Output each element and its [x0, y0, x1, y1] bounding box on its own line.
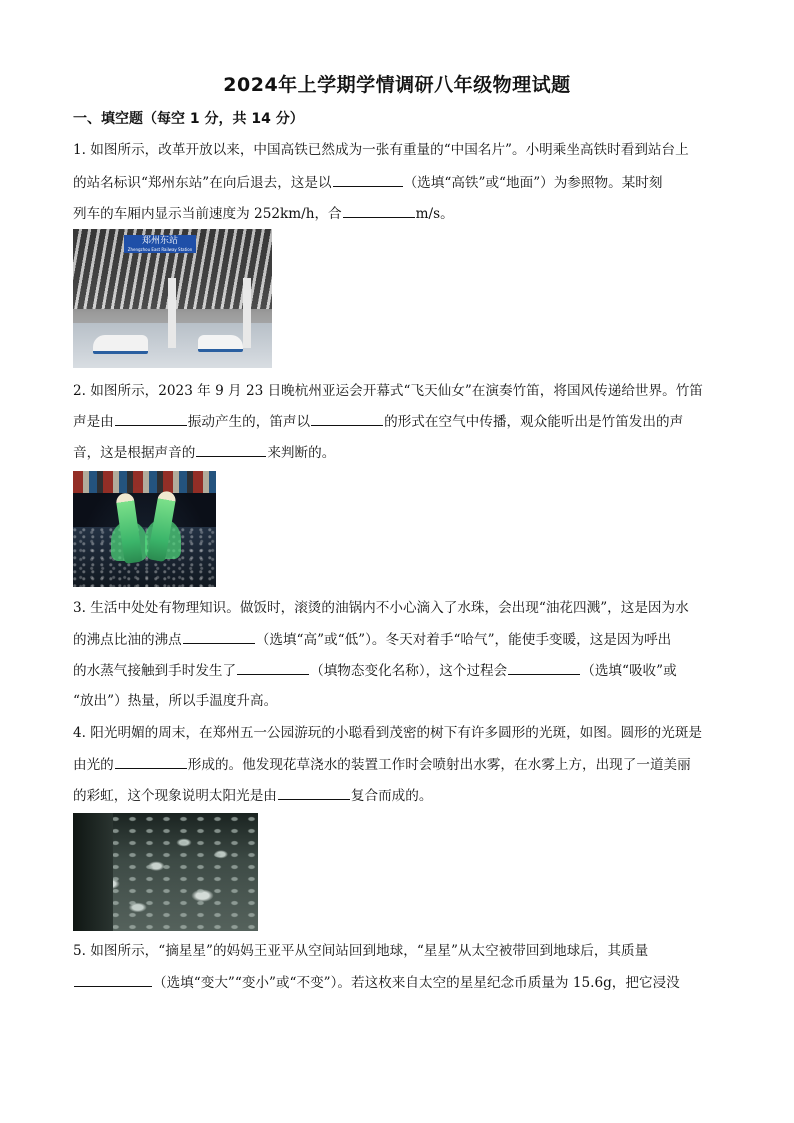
tree-light-spots-photo	[73, 813, 258, 931]
q2-text-a: 声是由	[73, 414, 114, 430]
section-heading: 一、填空题（每空 1 分，共 14 分）	[73, 111, 304, 127]
q3-line-3	[73, 660, 677, 681]
q4-text-a: 由光的	[73, 757, 114, 773]
station-pillar	[168, 278, 176, 348]
q4-line-2	[73, 754, 691, 775]
station-sign-cn: 郑州东站	[141, 236, 178, 246]
q3-blank-1[interactable]	[183, 629, 255, 644]
page-title: 2024年上学期学情调研八年级物理试题	[223, 74, 571, 96]
q4-text-c: 的彩虹，这个现象说明太阳光是由	[73, 788, 277, 804]
q2-text-d: 音，这是根据声音的	[73, 445, 196, 461]
station-sign-en: Zhengzhou East Railway Station	[127, 247, 193, 252]
q2-text-b: 振动产生的，笛声以	[187, 414, 311, 430]
q3-blank-3[interactable]	[508, 660, 580, 675]
q2-text-e: 来判断的。	[267, 445, 336, 461]
q2-blank-2[interactable]	[311, 411, 383, 426]
station-sign	[124, 235, 196, 253]
station-pillar	[243, 278, 251, 348]
q5-text-b: （选填“变大”“变小”或“不变”）。若这枚来自太空的星星纪念币质量为 15.6g，把它浸没	[153, 975, 680, 991]
q4-blank-1[interactable]	[115, 754, 187, 769]
q4-blank-2[interactable]	[278, 785, 350, 800]
q5-line-1: 5. 如图所示，“摘星星”的妈妈王亚平从空间站回到地球，“星星”从太空被带回到地球后，其质量	[73, 943, 649, 959]
q1-blank-1[interactable]	[333, 172, 403, 187]
q2-blank-3[interactable]	[196, 442, 266, 457]
q1-line-3	[73, 203, 454, 224]
q4-line-3	[73, 785, 432, 806]
q2-line-2	[73, 411, 683, 432]
q5-blank-1[interactable]	[74, 972, 152, 987]
train-left	[93, 335, 148, 354]
q1-text-c: 列车的车厢内显示当前速度为 252km/h，合	[73, 206, 342, 222]
flute-dancers-photo	[73, 471, 216, 587]
q1-line-2	[73, 172, 662, 193]
q3-line-1: 3. 生活中处处有物理知识。做饭时，滚烫的油锅内不小心滴入了水珠，会出现“油花四溅”，这是因为水	[73, 600, 689, 616]
q2-blank-1[interactable]	[115, 411, 187, 426]
q4-text-d: 复合而成的。	[350, 788, 433, 804]
q1-line-1: 1. 如图所示，改革开放以来，中国高铁已然成为一张有重量的“中国名片”。小明乘坐高铁时看到站台上	[73, 142, 689, 158]
q1-blank-2[interactable]	[343, 203, 415, 218]
q3-text-e: （选填“吸收”或	[581, 663, 677, 679]
flags-banner	[73, 471, 216, 493]
q3-text-b: （选填“高”或“低”）。冬天对着手“哈气”，能使手变暖，这是因为呼出	[255, 632, 672, 648]
q3-text-d: （填物态变化名称），这个过程会	[310, 663, 508, 679]
q3-blank-2[interactable]	[237, 660, 309, 675]
q1-text-d: m/s。	[415, 206, 454, 222]
q4-text-b: 形成的。他发现花草浇水的装置工作时会喷射出水雾，在水雾上方，出现了一道美丽	[187, 757, 691, 773]
q2-line-1: 2. 如图所示，2023 年 9 月 23 日晚杭州亚运会开幕式“飞天仙女”在演奏竹笛，将国风传递给世界。竹笛	[73, 383, 703, 399]
q5-line-2	[73, 972, 680, 993]
q4-line-1: 4. 阳光明媚的周末，在郑州五一公园游玩的小聪看到茂密的树下有许多圆形的光斑，如图。圆形的光斑是	[73, 725, 703, 741]
q2-line-3	[73, 442, 335, 463]
q3-line-2	[73, 629, 671, 650]
q1-text-b: （选填“高铁”或“地面”）为参照物。某时刻	[403, 175, 663, 191]
train-right	[198, 335, 243, 352]
tree-trunk	[73, 813, 113, 931]
q3-line-4: “放出”）热量，所以手温度升高。	[73, 693, 278, 709]
station-photo	[73, 229, 272, 368]
q2-text-c: 的形式在空气中传播，观众能听出是竹笛发出的声	[384, 414, 684, 430]
q1-text-a: 的站名标识“郑州东站”在向后退去，这是以	[73, 175, 332, 191]
q3-text-c: 的水蒸气接触到手时发生了	[73, 663, 237, 679]
q3-text-a: 的沸点比油的沸点	[73, 632, 182, 648]
